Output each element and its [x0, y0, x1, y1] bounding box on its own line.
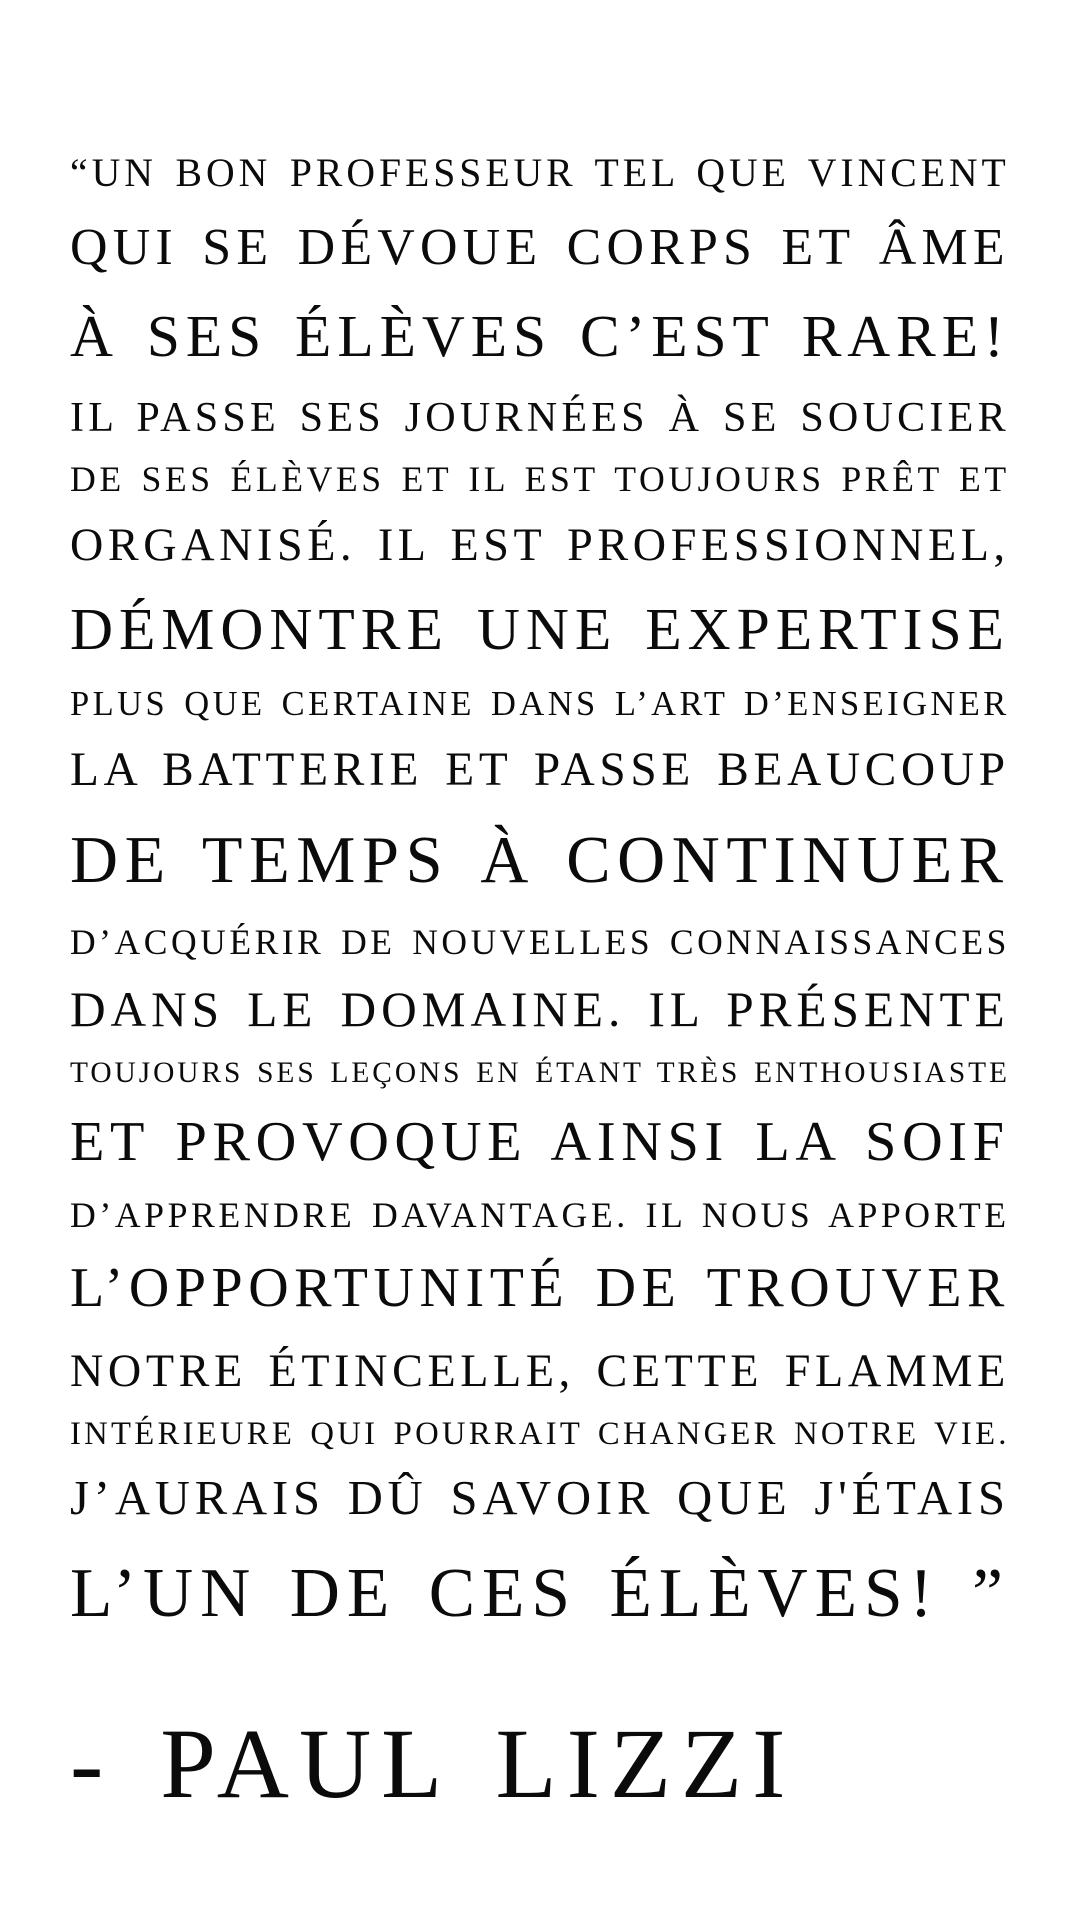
quote-line: DÉMONTRE UNE EXPERTISE — [70, 596, 1010, 662]
quote-line: DE TEMPS À CONTINUER — [70, 824, 1010, 898]
quote-line: PLUS QUE CERTAINE DANS L’ART D’ENSEIGNER — [70, 685, 1010, 724]
quote-line: DANS LE DOMAINE. IL PRÉSENTE — [70, 982, 1010, 1038]
quote-line: INTÉRIEURE QUI POURRAIT CHANGER NOTRE VIE. — [70, 1415, 1010, 1452]
quote-line: QUI SE DÉVOUE CORPS ET ÂME — [70, 218, 1010, 276]
quote-line: TOUJOURS SES LEÇONS EN ÉTANT TRÈS ENTHOUSIASTE — [70, 1057, 1010, 1090]
quote-line: DE SES ÉLÈVES ET IL EST TOUJOURS PRÊT ET — [70, 459, 1010, 500]
quote-line: D’APPRENDRE DAVANTAGE. IL NOUS APPORTE — [70, 1195, 1010, 1236]
quote-line: “UN BON PROFESSEUR TEL QUE VINCENT — [70, 151, 1010, 195]
quote-text-block — [70, 142, 1010, 1649]
quote-line: ET PROVOQUE AINSI LA SOIF — [70, 1111, 1010, 1174]
attribution-line: - PAUL LIZZI — [70, 1707, 796, 1819]
quote-line: À SES ÉLÈVES C’EST RARE! — [70, 302, 1010, 369]
quote-line: L’UN DE CES ÉLÈVES! ” — [70, 1554, 1010, 1632]
quote-line: L’OPPORTUNITÉ DE TROUVER — [70, 1257, 1010, 1320]
quote-line: LA BATTERIE ET PASSE BEAUCOUP — [70, 743, 1010, 796]
quote-line: ORGANISÉ. IL EST PROFESSIONNEL, — [70, 519, 1010, 571]
quote-line: IL PASSE SES JOURNÉES À SE SOUCIER — [70, 393, 1010, 441]
quote-line: D’ACQUÉRIR DE NOUVELLES CONNAISSANCES — [70, 922, 1010, 963]
quote-line: J’AURAIS DÛ SAVOIR QUE J'ÉTAIS — [70, 1471, 1010, 1526]
quote-line: NOTRE ÉTINCELLE, CETTE FLAMME — [70, 1345, 1010, 1396]
